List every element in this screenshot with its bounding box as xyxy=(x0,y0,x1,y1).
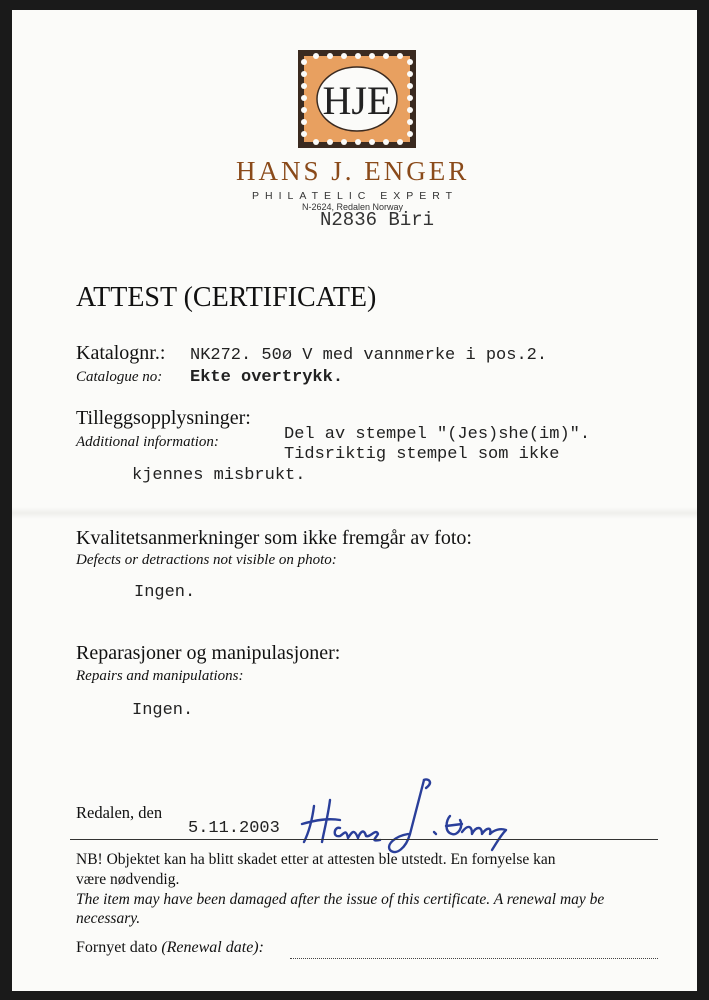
note-en-line-2: necessary. xyxy=(76,910,141,927)
repairs-value: Ingen. xyxy=(132,701,194,720)
page-title: ATTEST (CERTIFICATE) xyxy=(76,282,377,313)
renewal-label-en: (Renewal date): xyxy=(161,939,264,956)
brand-subtitle: PHILATELIC EXPERT xyxy=(252,190,459,202)
additional-label: Tilleggsopplysninger: xyxy=(76,407,251,429)
defects-label: Kvalitetsanmerkninger som ikke fremgår av foto: xyxy=(76,527,472,549)
catalogue-label-en: Catalogue no: xyxy=(76,369,163,385)
additional-line-1: Del av stempel "(Jes)she(im)". xyxy=(284,425,591,444)
renewal-label-no: Fornyet dato xyxy=(76,939,158,956)
renewal-date-line xyxy=(290,958,658,959)
repairs-label-en: Repairs and manipulations: xyxy=(76,668,244,684)
additional-label-en: Additional information: xyxy=(76,434,219,450)
defects-value: Ingen. xyxy=(134,583,196,602)
signature xyxy=(296,776,526,860)
signature-rule xyxy=(70,839,658,840)
date-value: 5.11.2003 xyxy=(188,819,280,838)
renewal-label xyxy=(76,939,264,957)
brand-name: HANS J. ENGER xyxy=(236,156,470,186)
additional-line-2: Tidsriktig stempel som ikke xyxy=(284,445,560,464)
note-en-line-1: The item may have been damaged after the issue of this certificate. A renewal may be xyxy=(76,891,605,908)
catalogue-value-2: Ekte overtrykk. xyxy=(190,368,344,387)
svg-text:HJE: HJE xyxy=(322,78,392,123)
note-no-line-1: NB! Objektet kan ha blitt skadet etter at attesten ble utstedt. En fornyelse kan xyxy=(76,851,556,868)
paper-fold xyxy=(12,507,697,519)
additional-line-3: kjennes misbrukt. xyxy=(132,466,306,485)
stamped-address: N2836 Biri xyxy=(320,209,435,231)
note-no-line-2: være nødvendig. xyxy=(76,871,180,888)
catalogue-label: Katalognr.: xyxy=(76,342,166,364)
place-label: Redalen, den xyxy=(76,803,163,822)
brand-address: N-2624, Redalen Norway xyxy=(302,202,404,212)
catalogue-value: NK272. 50ø V med vannmerke i pos.2. xyxy=(190,346,548,365)
defects-label-en: Defects or detractions not visible on photo: xyxy=(76,552,337,568)
repairs-label: Reparasjoner og manipulasjoner: xyxy=(76,642,341,664)
hje-stamp-logo-icon xyxy=(296,48,418,150)
